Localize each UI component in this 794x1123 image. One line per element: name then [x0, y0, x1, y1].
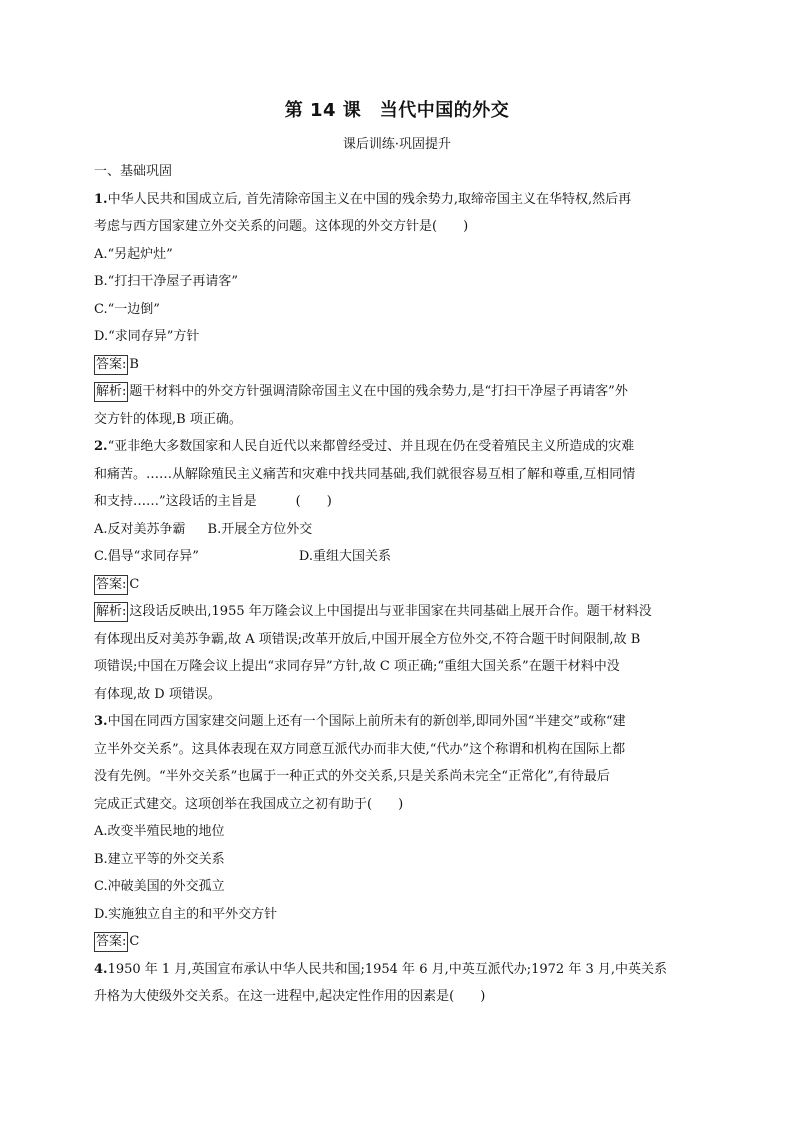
option-d: D.实施独立自主的和平外交方针 [94, 906, 278, 922]
answer-label: 答案: [94, 575, 128, 595]
answer-line [94, 928, 706, 956]
analysis-line: 项错误;中国在万隆会议上提出“求同存异”方针,故 C 项正确;“重组大国关系”在题干材料中没 [94, 659, 620, 674]
answer-label: 答案: [94, 355, 128, 375]
options-row-cd [94, 543, 706, 571]
option-a: A.反对美苏争霸 [94, 521, 186, 537]
answer-label: 答案: [94, 932, 128, 952]
question-number: 4. [94, 961, 108, 977]
question-3 [94, 708, 706, 956]
options-row-ab [94, 516, 706, 544]
option-a: A.“另起炉灶” [94, 246, 173, 262]
option-c: C.“一边倒” [94, 301, 160, 317]
question-stem-line [94, 708, 706, 736]
option-c: C.倡导“求同存异” [94, 549, 199, 564]
option-c: C.冲破美国的外交孤立 [94, 879, 225, 894]
question-stem-line: 升格为大使级外交关系。在这一进程中,起决定性作用的因素是( ) [94, 989, 486, 1004]
question-stem-line: 没有先例。“半外交关系”也属于一种正式的外交关系,只是关系尚未完全“正常化”,有待最后 [94, 769, 610, 784]
question-4 [94, 956, 706, 1011]
answer-value: C [129, 576, 140, 592]
answer-value: C [129, 934, 140, 949]
question-stem-line: 和痛苦。……从解除殖民主义痛苦和灾难中找共同基础,我们就很容易互相了解和尊重,互相同情 [94, 466, 636, 482]
question-stem-text: 中华人民共和国成立后, 首先清除帝国主义在中国的残余势力,取缔帝国主义在华特权,然后再 [107, 191, 632, 207]
question-1 [94, 186, 706, 434]
answer-value: B [129, 356, 139, 372]
lesson-title: 第 14 课 当代中国的外交 [284, 100, 510, 121]
analysis-label: 解析: [94, 382, 128, 402]
option-a: A.改变半殖民地的地位 [94, 824, 225, 839]
answer-line [94, 571, 706, 599]
lesson-subtitle: 课后训练·巩固提升 [342, 137, 452, 152]
analysis-line [94, 378, 706, 406]
question-stem-line [94, 956, 706, 984]
option-b: B.“打扫干净屋子再请客” [94, 274, 238, 289]
option-b: B.开展全方位外交 [207, 521, 313, 537]
analysis-text: 这段话反映出,1955 年万隆会议上中国提出与亚非国家在共同基础上展开合作。题干材料没 [129, 604, 652, 619]
question-2 [94, 433, 706, 708]
question-stem-line: 立半外交关系”。这具体表现在双方同意互派代办而非大使,“代办”这个称谓和机构在国际上都 [94, 741, 626, 757]
question-stem-line [94, 186, 706, 214]
question-stem-line [94, 433, 706, 461]
analysis-line [94, 598, 706, 626]
answer-line [94, 351, 706, 379]
option-b: B.建立平等的外交关系 [94, 851, 225, 867]
analysis-label: 解析: [94, 602, 128, 622]
question-number: 2. [94, 439, 108, 454]
question-stem-text: 1950 年 1 月,英国宣布承认中华人民共和国;1954 年 6 月,中英互派代办;1972 年 3 月,中英关系 [107, 961, 667, 977]
question-stem-line: 完成正式建交。这项创举在我国成立之初有助于( ) [94, 796, 404, 812]
section-heading: 一、基础巩固 [94, 164, 173, 179]
question-stem-text: “亚非绝大多数国家和人民自近代以来都曾经受过、并且现在仍在受着殖民主义所造成的灾难 [107, 439, 635, 454]
analysis-line: 交方针的体现,B 项正确。 [94, 411, 242, 427]
question-stem-line: 和支持……”这段话的主旨是 ( ) [94, 494, 332, 509]
analysis-line: 有体现出反对美苏争霸,故 A 项错误;改革开放后,中国开展全方位外交,不符合题干时间限制,故 B [94, 631, 641, 647]
option-d: D.“求同存异”方针 [94, 329, 200, 344]
option-d: D.重组大国关系 [298, 549, 392, 564]
question-number: 1. [94, 191, 108, 207]
analysis-line: 有体现,故 D 项错误。 [94, 686, 221, 702]
question-number: 3. [94, 714, 108, 729]
analysis-text: 题干材料中的外交方针强调清除帝国主义在中国的残余势力,是“打扫干净屋子再请客”外 [129, 384, 628, 399]
question-stem-text: 中国在同西方国家建交问题上还有一个国际上前所未有的新创举,即同外国“半建交”或称“建 [107, 714, 626, 729]
content-body [94, 158, 706, 1011]
question-stem-line: 考虑与西方国家建立外交关系的问题。这体现的外交方针是( ) [94, 219, 469, 234]
